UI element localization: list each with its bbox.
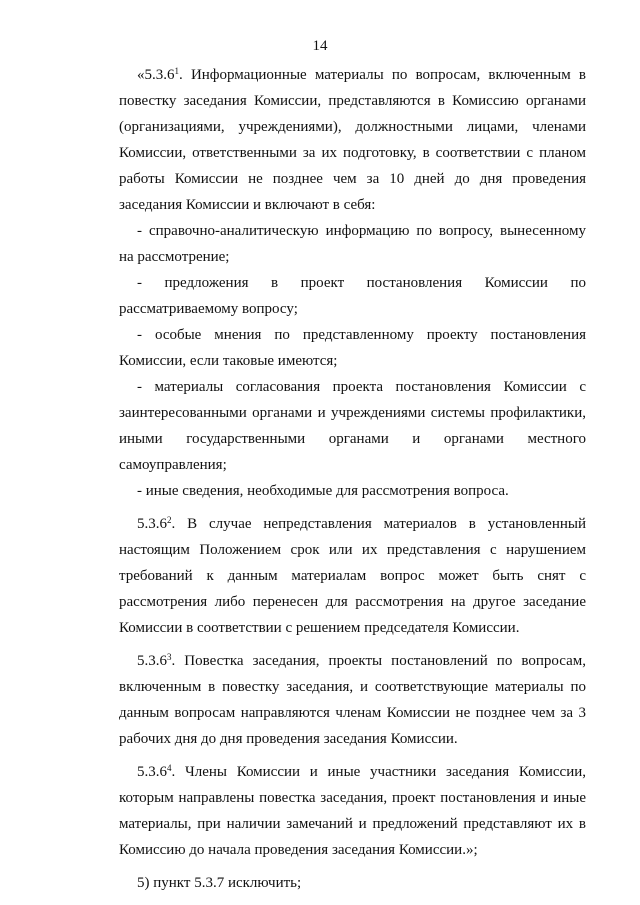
clause-superscript: 1 [174,66,179,76]
list-item: - иные сведения, необходимые для рассмотрения вопроса. [137,483,509,499]
clause-number: «5.3.6 [137,67,175,83]
clause-number: 5.3.6 [137,516,167,532]
paragraph-5-3-6-3 [119,648,586,752]
paragraph-5-3-6-4 [119,759,586,863]
document-body [119,62,586,896]
list-item: - предложения в проект постановления Комиссии по рассматриваемому вопросу; [119,275,586,317]
list-item: - материалы согласования проекта постановления Комиссии с заинтересованными органами и учреждениями системы профилактики, иными государственными органами и органами местного самоуправления; [119,379,586,473]
paragraph-text: . Информационные материалы по вопросам, включенным в повестку заседания Комиссии, представляются в Комиссию органами (организациями, учреждениями), должностными лицами, членами Комиссии, ответственными за их подготовку, в соответствии с планом работы Комиссии не позднее чем за 10 дней до дня проведения заседания Комиссии и включают в себя: [119,67,586,213]
list-item: - особые мнения по представленному проекту постановления Комиссии, если таковые имеются; [119,327,586,369]
paragraph-5-3-6-2 [119,511,586,641]
clause-superscript: 2 [167,515,172,525]
clause-number: 5.3.6 [137,653,167,669]
page-number: 14 [312,38,328,54]
paragraph-text: . Члены Комиссии и иные участники заседания Комиссии, которым направлены повестка заседания, проект постановления и иные материалы, при наличии замечаний и предложений представляют их в Комиссию до начала проведения заседания Комиссии.»; [119,764,586,858]
paragraph-5-3-6-1 [119,62,586,218]
paragraph-text: . В случае непредставления материалов в установленный настоящим Положением срок или их представления с нарушением требований к данным материалам вопрос может быть снят с рассмотрения либо перенесен для рассмотрения на другое заседание Комиссии в соответствии с решением председателя Комиссии. [119,516,586,636]
paragraph-text: . Повестка заседания, проекты постановлений по вопросам, включенным в повестку заседания, и соответствующие материалы по данным вопросам направляются членам Комиссии не позднее чем за 3 рабочих дня до дня проведения заседания Комиссии. [119,653,586,747]
clause-number: 5.3.6 [137,764,167,780]
list-item: - справочно-аналитическую информацию по вопросу, вынесенному на рассмотрение; [119,223,586,265]
clause-superscript: 4 [167,763,172,773]
clause-superscript: 3 [167,652,172,662]
paragraph-item-5: 5) пункт 5.3.7 исключить; [137,875,302,891]
